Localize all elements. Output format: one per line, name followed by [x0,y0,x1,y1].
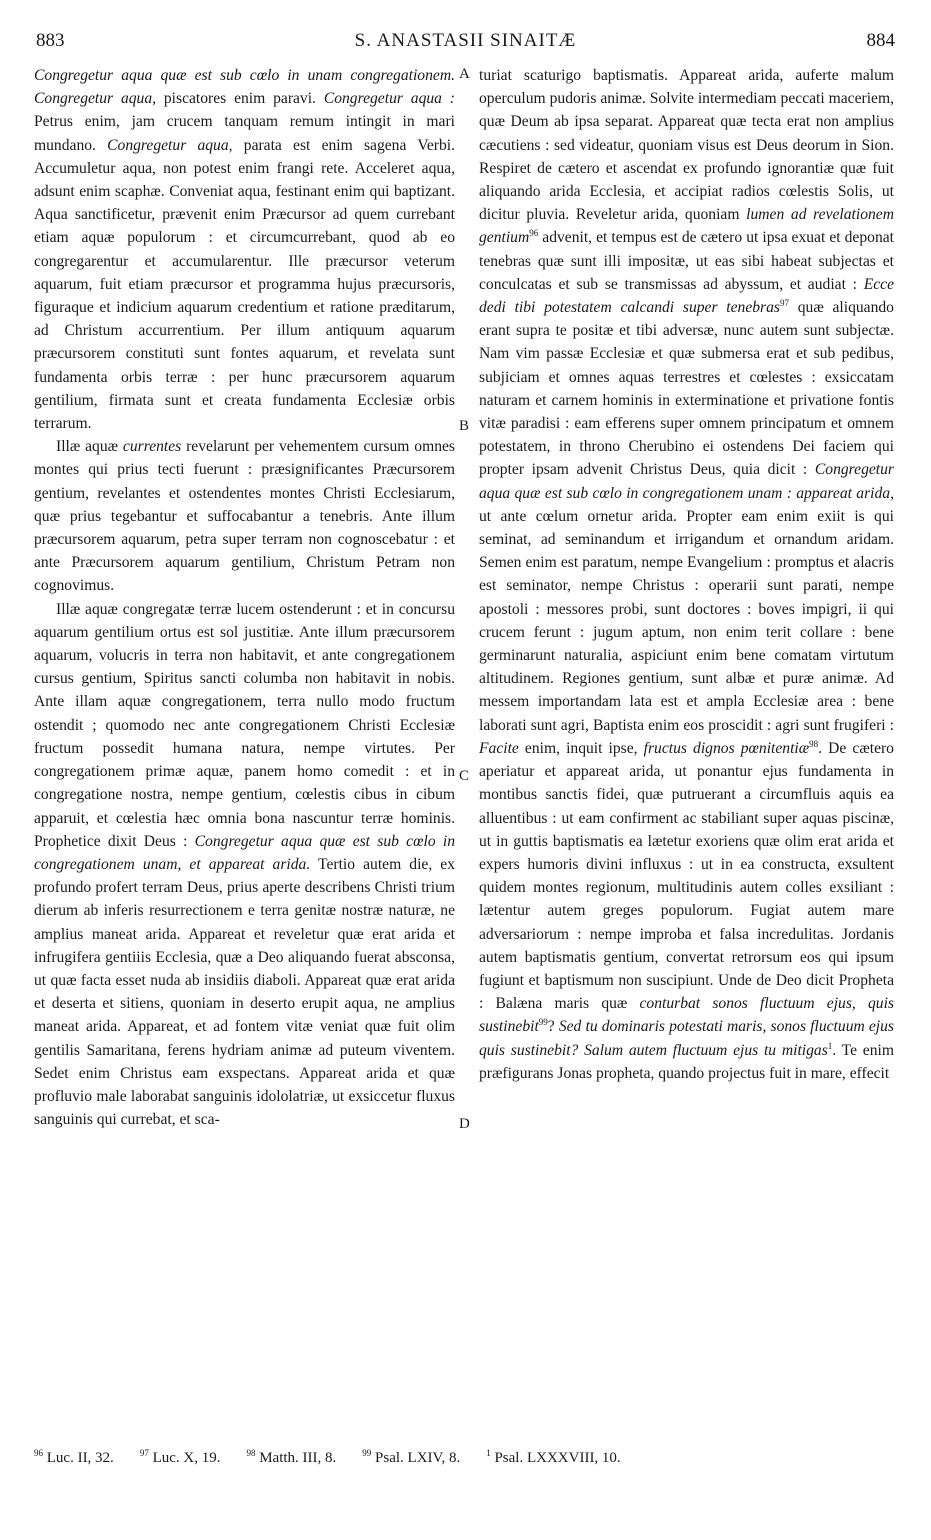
text-run: . Te enim præfigurans Jonas propheta, quando projectus fuit in mare, effecit [479,1041,894,1082]
margin-marker-d: D [459,1116,470,1132]
footnote-ref: 97 [780,297,789,308]
italic-text: fructus dignos pœnitentiæ [643,739,810,757]
margin-marker-b: B [459,418,470,434]
paragraph [479,64,894,1085]
italic-text: conturbat sonos fluctuum ejus, quis sustinebit [479,995,894,1036]
footnote [486,1450,620,1466]
footnote-ref: 98 [809,738,819,749]
footnote-text: Luc. X, 19. [148,1450,221,1466]
text-run: revelarunt per vehementem cursum omnes montes qui prius tecti fuerunt : præsignificantes Præcursorem gentium, revelantes et ostendentes montes Christi Ecclesiarum, quæ prius tegebantur et suffocabantur a tenebris. Ante illum præcursorem aquarum, petra super terram non cognoscebatur : et ante Præcursorem aquarum gentilium, Christum Petram non cognovimus. [34,438,455,595]
text-run: turiat scaturigo baptismatis. Appareat arida, auferte malum operculum pudoris animæ. Solvite intermediam peccati maceriem, quæ Deum ab ipsa separat. Appareat quæ tecta erat non amplius cæcutiens : sed videatur, quoniam visus est Deus deorum in Sion. Respiret de cætero et ascendat ex profundo ignorantiæ quæ fuit aliquando arida Ecclesia, et accipiat radios cœlestis Solis, ut dicitur pluvia. Reveletur arida, quoniam [479,67,894,224]
left-text-column [34,64,455,1131]
italic-text: Congregetur aqua quæ est sub cœlo in congregationem unam : appareat arida, [479,461,894,502]
text-run: ut ante cœlum ornetur arida. Propter eam enim exiit is qui seminat, ad seminandum et irrigandum et ornandum aridam. Semen enim est paratum, nempe Evangelium : promptus et alacris est seminator, nempe Christus : operarii sunt parati, nempe apostoli : messores probi, sunt doctores : boves impigri, ii qui crucem ferunt : jugum aptum, non enim terit collare : bene germinarunt naturalia, aspiciunt enim bene comatam virtutum altitudinem. Regiones gentium, sunt albæ et puræ animæ. Ad messem importandam lata est et ampla Ecclesiæ area : bene laborati sunt agri, Baptista enim eos proscidit : agri sunt frugiferi : [479,507,894,734]
text-run: . De cætero aperiatur et appareat arida, ut ponantur ejus fundamenta in montibus sanctis fidei, quæ putruerant a circumfluis aquis ea alluentibus : ut eam confirment ac stabiliant super aquas piscinæ, ut in guttis baptismatis ea lætetur exoriens quæ olim erat arida et expers humoris divini influxus : ut in ea constructa, exsultent quidem montes regionum, multitudinis autem colles exsiliant : lætentur autem greges populorum. Fugiat autem mare adversariorum : nempe improba et falsa incredulitas. Jordanis autem baptismatis gentium, convertat retrorsum eos qui ipsum fugiunt et baptismum non suscipiunt. Unde de Deo dicit Propheta : Balæna maris quæ [479,739,894,1013]
text-run: Illæ aquæ congregatæ terræ lucem ostenderunt : et in concursu aquarum gentilium ortus est sol justitiæ. Ante illum præcursorem aquarum, volucris in terra non habitavit, et ante congregationem cursus gentium, Spiritus sancti columba non habitavit in nobis. Ante illam aquæ congregationem, terra nullo modo fructum ostendit ; quomodo nec ante congregationem Christi Ecclesiæ fructum possedit humana natura, nempe virtutes. Per congregationem primæ aquæ, panem homo comedit : et in congregatione nostra, nempe gentium, cœlestis cibus in cibum apparuit, et cœlestia hæc omnia bona nascuntur terræ hominis. Prophetice dixit Deus : [34,600,455,850]
text-run: Petrus enim, jam crucem tanquam remum intingit in mari mundano. [34,113,455,154]
footnote-ref: 96 [529,228,539,239]
footnote-ref: 99 [538,1017,548,1028]
text-run: advenit, et tempus est de cætero ut ipsa exuat et deponat tenebras quæ sunt illi impositæ, ut eas sibi habeat subjectas et conculcatas et sub se transmissas ad abyssum, et audiat : [479,229,894,293]
italic-text: Congregetur aqua quæ est sub cœlo in unam congregationem. Congregetur aqua, [34,67,455,108]
footnote-text: Matth. III, 8. [255,1450,337,1466]
text-run: quæ aliquando erant supra te positæ et tibi adversæ, nunc autem sunt subjectæ. Nam vim passæ Ecclesiæ et quæ submersa erat et sub pedibus, subjiciam et omnes aquas terrestres et cœlestes : exsiccatam naturam et carnem hominis in exterminatione et privatione fontis vitæ paradisi : eam efferens super omnem principatum et omnem potestatem, in throno Cherubino ei ostendens Dei faciem qui propter ipsam advenit Christus Deus, quia dicit : [479,299,894,479]
running-title: S. ANASTASII SINAITÆ [354,30,577,51]
footnote-number: 1 [486,1448,491,1458]
page-header [36,30,895,60]
italic-text: currentes [122,438,182,456]
footnote [34,1450,114,1466]
page-number-left: 883 [36,30,65,51]
italic-text: Congregetur aqua, [107,136,233,154]
page-number-right: 884 [866,30,895,51]
margin-marker-a: A [459,66,470,82]
italic-text: Congregetur aqua quæ est sub cœlo in congregationem unam, et appareat arida. [34,832,456,873]
paragraph [34,64,455,435]
paragraph [34,435,455,597]
footnote [140,1450,221,1466]
footnote-ref: 1 [827,1040,833,1051]
text-run: Illæ aquæ [56,438,123,456]
text-run: piscatores enim paravi. [156,90,324,108]
footnote-text: Luc. II, 32. [43,1450,114,1466]
italic-text: Sed tu dominaris potestati maris, sonos fluctuum ejus quis sustinebit? Salum autem fluctuum ejus tu mitigas [479,1018,894,1059]
text-run: ? [547,1018,559,1036]
footnotes [34,1448,897,1467]
margin-marker-c: C [459,768,470,784]
right-text-column [479,64,894,1085]
italic-text: lumen ad revelationem gentium [479,206,894,247]
footnote-number: 96 [34,1448,43,1458]
italic-text: Congregetur aqua : [323,90,455,108]
paragraph [34,598,455,1132]
text-run: Tertio autem die, ex profundo profert terram Deus, prius aperte describens Christi trium dierum ab inferis resurrectionem e terra genitæ nostræ naturæ, ne amplius maneat arida. Appareat et reveletur quæ erat arida et infrugifera gentiiis Ecclesia, quæ a Deo aliquando fuerat absconsa, ut quæ facta esset nuda ab insidiis diaboli. Appareat quæ erat arida et deserta et sitiens, quoniam in deserto erupit aqua, ne amplius maneat arida. Appareat, et ad fontem vitæ veniat quæ fuit olim gentilis Samaritana, ferens hydriam animæ ad puteum viventem. Sedet enim Christus eam exspectans. Appareat arida et quæ profluvio male laborabat sanguinis idololatriæ, ut exsiccetur fluxus sanguinis qui currebat, et sca- [34,855,456,1129]
italic-text: Ecce dedi tibi potestatem calcandi super tenebras [479,275,894,317]
footnote [362,1450,460,1466]
footnote-text: Psal. LXIV, 8. [371,1450,461,1466]
text-run: enim, inquit ipse, [518,739,644,757]
italic-text: Facite [479,739,519,757]
text-run: parata est enim sagena Verbi. Accumuletur aqua, non potest enim frangi rete. Acceleret aqua, adsunt enim scaphæ. Conveniat aqua, festinant enim qui baptizant. Aqua sanctificetur, prævenit enim Præcursor ad quem currebant etiam aquæ populorum : et circumcurrebant, quod ab eo congregarentur et accumularentur. Ille præcursor veterum aquarum, fuit etiam præcursor et programma hujus præcursoris, figuraque et indicium aquarum credentium et ratione præditarum, ad Christum accurrentium. Per illum antiquum aquarum præcursorem constituti sunt fontes aquarum, et revelata sunt fundamenta orbis terræ : per hunc præcursorem aquarum gentilium, firmata sunt et creata fundamenta Ecclesiæ orbis terrarum. [34,136,455,433]
footnote-number: 97 [139,1448,149,1458]
footnote-text: Psal. LXXXVIII, 10. [490,1450,621,1466]
footnote-number: 99 [362,1448,372,1458]
footnote [246,1450,336,1466]
footnote-number: 98 [246,1448,256,1458]
